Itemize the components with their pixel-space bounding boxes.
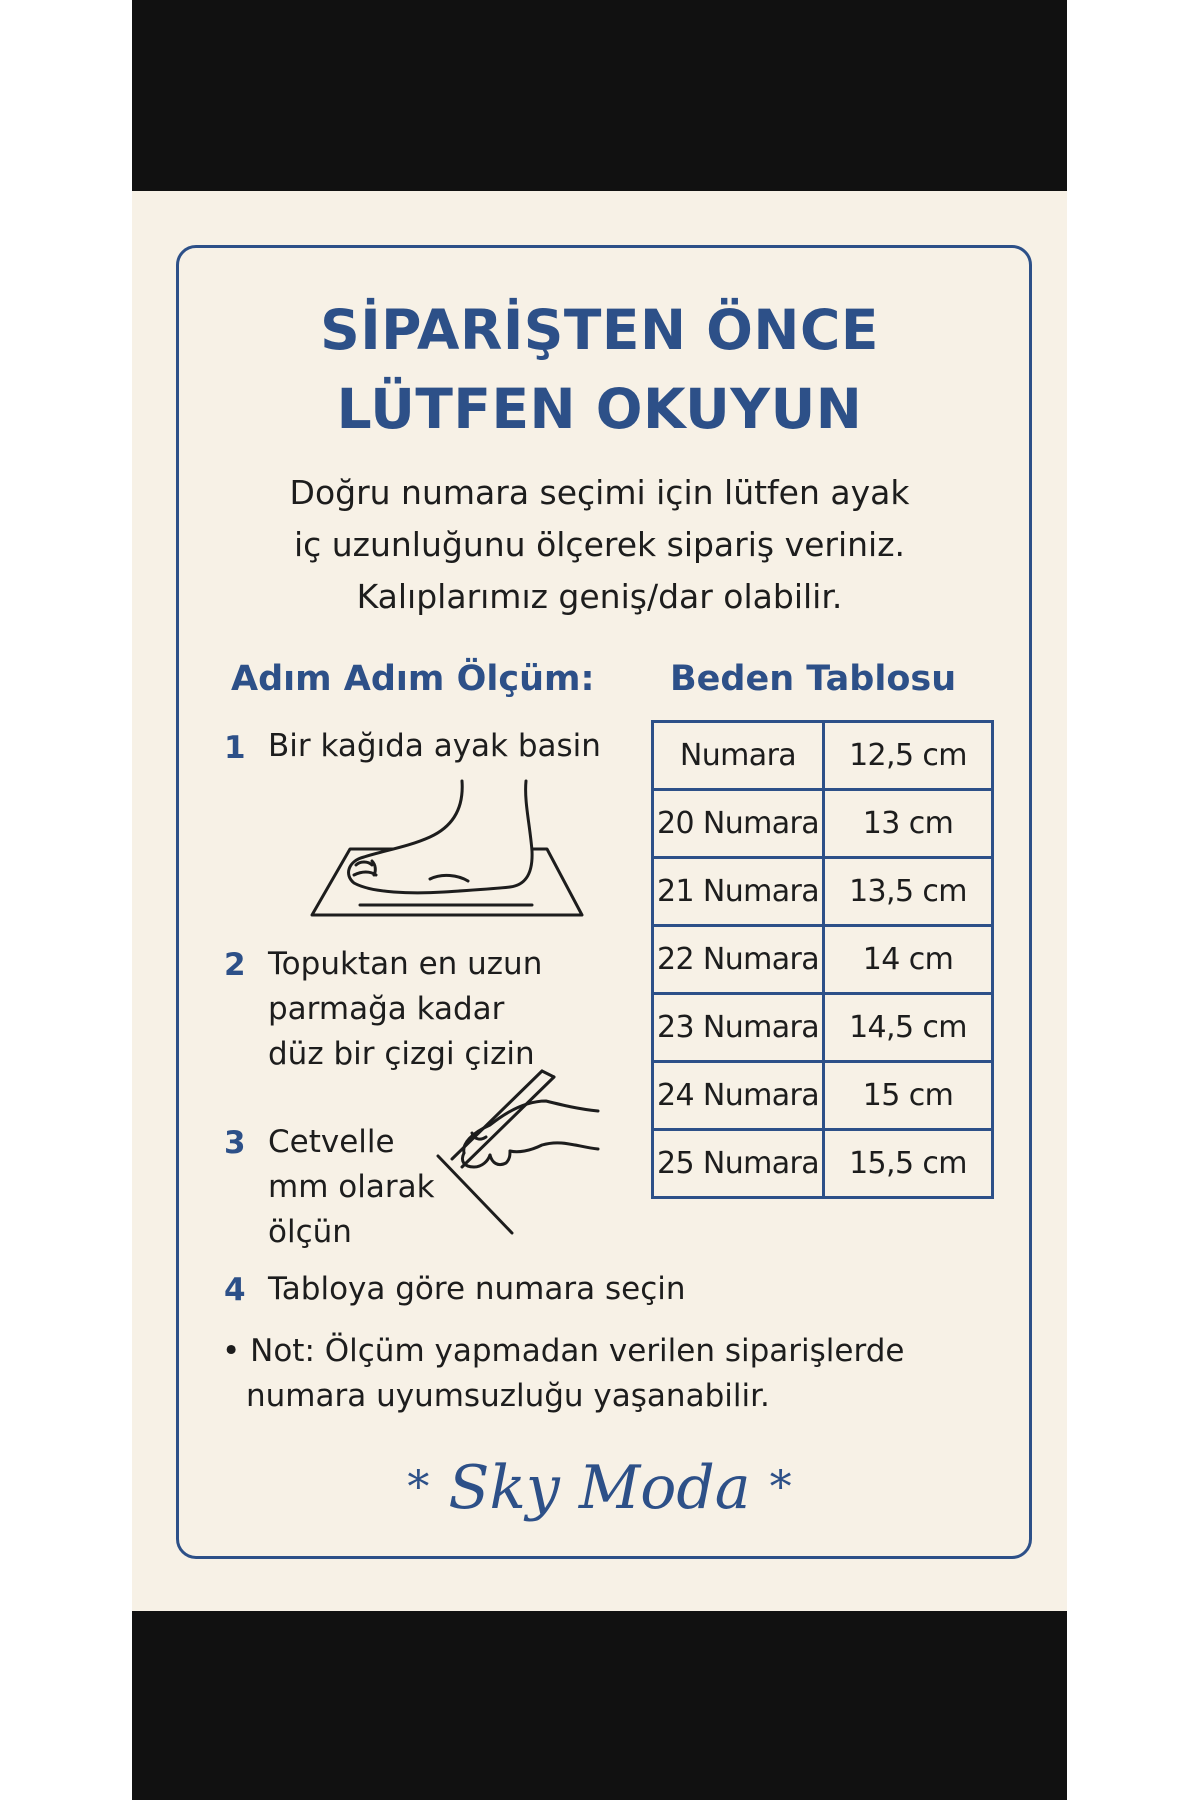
size-length-cell: 15 cm: [824, 1062, 993, 1130]
size-label-cell: 24 Numara: [653, 1062, 824, 1130]
step-2-text: [268, 942, 542, 1077]
steps-heading: Adım Adım Ölçüm:: [231, 659, 595, 699]
step-4-line-1: Tabloya göre numara seçin: [268, 1271, 686, 1307]
brand-star-right: *: [769, 1462, 792, 1513]
size-table: [651, 720, 994, 1199]
table-row: [653, 722, 993, 790]
letterbox-background: [132, 0, 1067, 1800]
brand-name: Sky Moda: [448, 1453, 751, 1523]
size-length-cell: 14 cm: [824, 926, 993, 994]
size-guide-poster: [132, 191, 1067, 1611]
size-table-heading: Beden Tablosu: [670, 659, 957, 699]
intro-text: [132, 467, 1067, 623]
hand-drawing-line-icon: [438, 1071, 598, 1241]
intro-line-2: iç uzunluğunu ölçerek sipariş veriniz.: [293, 525, 906, 564]
size-label-cell: 20 Numara: [653, 790, 824, 858]
size-length-cell: 13,5 cm: [824, 858, 993, 926]
size-label-cell: 21 Numara: [653, 858, 824, 926]
note-line-1: • Not: Ölçüm yapmadan verilen siparişlerde: [222, 1333, 905, 1369]
step-4-text: [268, 1267, 686, 1312]
brand-signature: [132, 1453, 1067, 1523]
size-length-cell: 15,5 cm: [824, 1130, 993, 1198]
step-1-number: 1: [224, 730, 246, 766]
size-length-cell: 13 cm: [824, 790, 993, 858]
intro-line-1: Doğru numara seçimi için lütfen ayak: [289, 473, 910, 512]
page-title: [132, 291, 1067, 449]
table-row: [653, 790, 993, 858]
size-label-cell: 25 Numara: [653, 1130, 824, 1198]
size-length-cell: 14,5 cm: [824, 994, 993, 1062]
table-row: [653, 926, 993, 994]
step-1-text: [268, 724, 601, 769]
step-4-number: 4: [224, 1272, 246, 1308]
step-3-line-1: Cetvelle: [268, 1124, 395, 1160]
step-3-line-3: ölçün: [268, 1214, 352, 1250]
step-2-line-2: parmağa kadar: [268, 991, 505, 1027]
table-row: [653, 1130, 993, 1198]
table-row: [653, 994, 993, 1062]
table-row: [653, 858, 993, 926]
brand-star-left: *: [407, 1462, 430, 1513]
note-text: [222, 1329, 904, 1419]
step-3-line-2: mm olarak: [268, 1169, 435, 1205]
size-label-cell: Numara: [653, 722, 824, 790]
note-line-2: numara uyumsuzluğu yaşanabilir.: [246, 1378, 770, 1414]
step-3-text: [268, 1120, 435, 1255]
foot-on-paper-icon: [312, 781, 592, 921]
step-3-number: 3: [224, 1125, 246, 1161]
step-2-number: 2: [224, 947, 246, 983]
title-line-1: SİPARİŞTEN ÖNCE: [320, 298, 879, 362]
size-label-cell: 23 Numara: [653, 994, 824, 1062]
step-2-line-3: düz bir çizgi çizin: [268, 1036, 535, 1072]
step-1-line-1: Bir kağıda ayak basin: [268, 728, 601, 764]
intro-line-3: Kalıplarımız geniş/dar olabilir.: [356, 577, 843, 616]
step-2-line-1: Topuktan en uzun: [268, 946, 543, 982]
table-row: [653, 1062, 993, 1130]
size-label-cell: 22 Numara: [653, 926, 824, 994]
title-line-2: LÜTFEN OKUYUN: [336, 377, 863, 441]
size-length-cell: 12,5 cm: [824, 722, 993, 790]
